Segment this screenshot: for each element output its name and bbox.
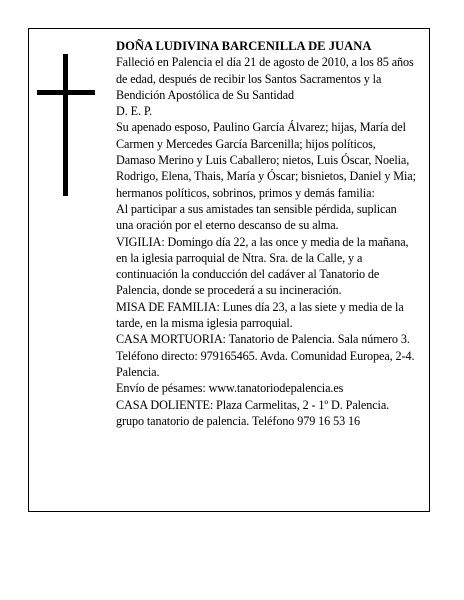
family-home-address: CASA DOLIENTE: Plaza Carmelitas, 2 - 1º D. Palencia. [116,397,390,412]
vigil-details: VIGILIA: Domingo día 22, a las once y media de la mañana, en la iglesia parroquial de Ntra. Sra. de la Calle, y a continuación la conducción del cadáver al Tanatorio de Palencia, donde se procederá a su incineración. [116,234,409,298]
cross-horizontal-bar [37,90,95,95]
funeral-home-details: CASA MORTUORIA: Tanatorio de Palencia. Sala número 3. Teléfono directo: 979165465. Avda. Comunidad Europea, 2-4. Palencia. [116,332,415,379]
family-mass-details: MISA DE FAMILIA: Lunes día 23, a las siete y media de la tarde, en la misma iglesia parroquial. [116,299,404,331]
cross-vertical-bar [63,54,68,196]
family-list: Su apenado esposo, Paulino García Álvarez; hijas, María del Carmen y Mercedes García Barcenilla; hijos políticos, Damaso Merino y Luis Caballero; nietos, Luis Óscar, Noelia, Rodrigo, Elena, Thais, María y Óscar; bisnietos, Daniel y Mia; hermanos políticos, sobrinos, primos y demás familia: [116,120,416,200]
funeral-group-contact: grupo tanatorio de palencia. Teléfono 979 16 53 16 [116,413,361,428]
notice-text [116,38,416,429]
death-announcement: Falleció en Palencia el día 21 de agosto de 2010, a los 85 años de edad, después de recibir los Santos Sacramentos y la Bendición Apostólica de Su Santidad [116,55,414,102]
rest-in-peace: D. E. P. [116,104,153,119]
condolences-website: Envío de pésames: www.tanatoriodepalencia.es [116,381,344,396]
prayer-request: Al participar a sus amistades tan sensible pérdida, suplican una oración por el eterno descanso de su alma. [116,201,397,233]
deceased-name: DOÑA LUDIVINA BARCENILLA DE JUANA [116,39,372,53]
